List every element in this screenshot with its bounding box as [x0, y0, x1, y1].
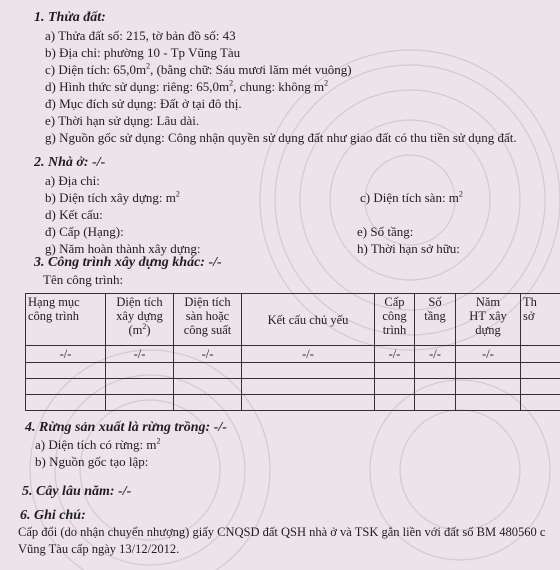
table-cell: -/- [106, 346, 174, 363]
forest-area: a) Diện tích có rừng: $m^2$ [35, 436, 161, 452]
usage-term: e) Thời hạn sử dụng: Lâu dài. [45, 113, 200, 128]
section-1-heading: 1. Thửa đất: [34, 10, 106, 25]
section-5-heading: 5. Cây lâu năm: -/- [22, 484, 132, 499]
forest-origin: b) Nguồn gốc tạo lập: [35, 454, 149, 469]
house-structure: d) Kết cấu: [45, 207, 103, 222]
note-line-2: Vũng Tàu cấp ngày 13/12/2012. [18, 542, 180, 556]
parcel-address: b) Địa chỉ: phường 10 - Tp Vũng Tàu [45, 45, 241, 60]
house-ownership-term: h) Thời hạn sở hữu: [357, 241, 460, 256]
header-floors: Số tầng [415, 294, 456, 346]
construction-table [25, 293, 560, 411]
table-cell [521, 346, 560, 363]
header-build-area: Diện tích xây dựng $(m^2)$ [106, 294, 174, 346]
table-cell: -/- [456, 346, 521, 363]
table-cell: -/- [242, 346, 375, 363]
header-floor-area: Diện tích sàn hoặc công suất [174, 294, 242, 346]
parcel-area: c) Diện tích: $65,0m^2$, (bằng chữ: Sáu mươi lăm mét vuông) [45, 61, 352, 77]
house-completion-year: g) Năm hoàn thành xây dựng: [45, 241, 201, 256]
table-row [26, 363, 560, 379]
table-cell: -/- [174, 346, 242, 363]
house-grade: đ) Cấp (Hạng): [45, 224, 124, 239]
house-floors: e) Số tầng: [357, 224, 414, 239]
note-line-1: Cấp đổi (do nhận chuyển nhượng) giấy CNQSD đất QSH nhà ở và TSK gắn liền với đất số BM 480560 c [18, 525, 546, 539]
section-4-heading: 4. Rừng sản xuất là rừng trồng: -/- [25, 420, 227, 435]
header-year: Năm HT xây dựng [456, 294, 521, 346]
section-2-heading: 2. Nhà ở: -/- [34, 155, 106, 170]
table-cell: -/- [415, 346, 456, 363]
header-item: Hạng mục công trình [26, 294, 106, 346]
house-floor-area: c) Diện tích sàn: $m^2$ [360, 189, 463, 205]
usage-origin: g) Nguồn gốc sử dụng: Công nhận quyền sử dụng đất như giao đất có thu tiền sử dụng đất. [45, 130, 517, 145]
table-row [26, 346, 560, 363]
parcel-number: a) Thửa đất số: 215, tờ bản đồ số: 43 [45, 28, 236, 43]
header-term: Th sở [521, 294, 560, 346]
table-row [26, 395, 560, 411]
section-6-heading: 6. Ghi chú: [20, 508, 86, 523]
table-cell: -/- [375, 346, 415, 363]
header-grade: Cấp công trình [375, 294, 415, 346]
table-row [26, 379, 560, 395]
section-3-heading: 3. Công trình xây dựng khác: -/- [34, 255, 222, 270]
table-header-row [26, 294, 560, 346]
table-cell: -/- [26, 346, 106, 363]
house-construction-area: b) Diện tích xây dựng: $m^2$ [45, 189, 180, 205]
usage-purpose: đ) Mục đích sử dụng: Đất ở tại đô thị. [45, 96, 242, 111]
construction-name-label: Tên công trình: [43, 272, 124, 287]
house-address: a) Địa chỉ: [45, 173, 100, 188]
usage-form: d) Hình thức sử dụng: riêng: $65,0m^2$, chung: không $m^2$ [45, 78, 329, 94]
header-structure: Kết cấu chủ yếu [242, 294, 375, 346]
